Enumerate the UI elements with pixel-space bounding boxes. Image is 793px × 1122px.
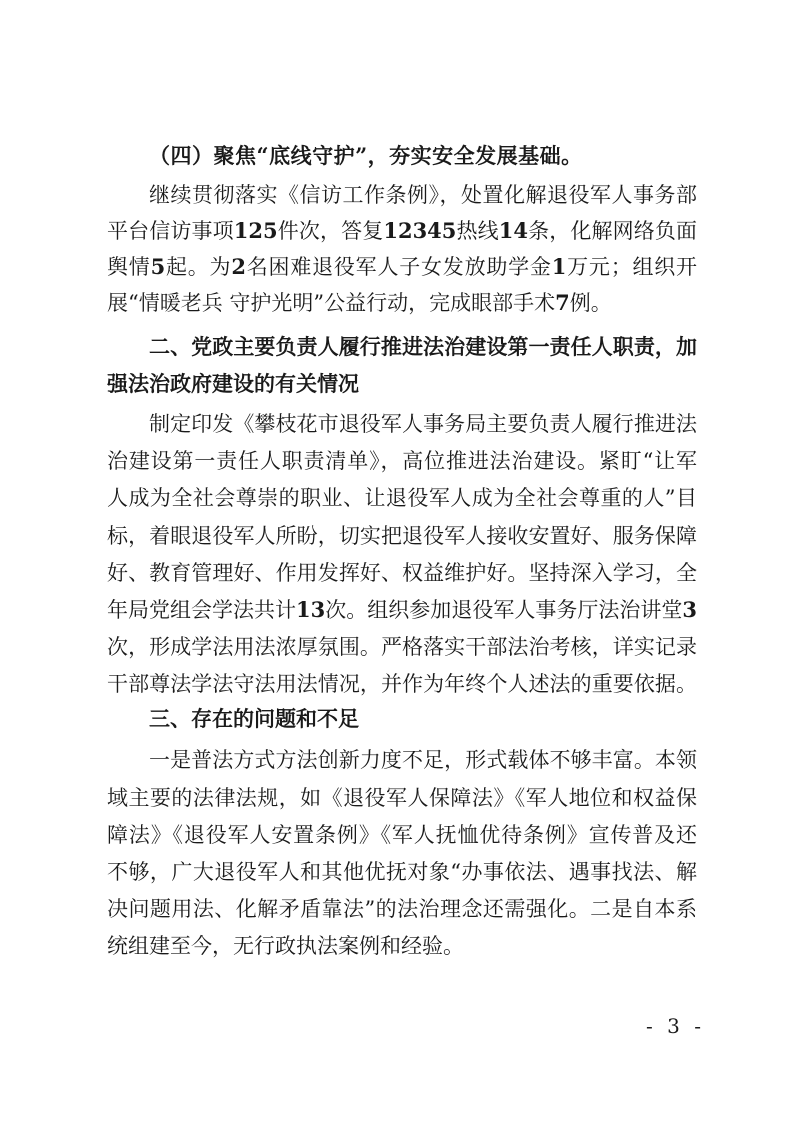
subsection-heading: （四）聚焦“底线守护”，夯实安全发展基础。 [149,143,583,168]
paragraph-line: 标，着眼退役军人所盼，切实把退役军人接收安置好、服务保障 [107,524,697,548]
section-heading: 二、党政主要负责人履行推进法治建设第一责任人职责，加 [149,335,697,359]
paragraph-line: 舆情5起。为2名困难退役军人子女发放助学金1万元；组织开 [107,254,697,279]
page-number: - 3 - [646,1014,705,1038]
paragraph-line: 不够，广大退役军人和其他优抚对象“办事依法、遇事找法、解 [107,860,697,884]
paragraph-line: 年局党组会学法共计13次。组织参加退役军人事务厅法治讲堂3 [107,597,697,622]
paragraph-line: 域主要的法律法规，如《退役军人保障法》《军人地位和权益保 [107,786,697,810]
paragraph-line: 平台信访事项125件次，答复12345热线14条，化解网络负面 [107,218,697,243]
paragraph-line: 人成为全社会尊崇的职业、让退役军人成为全社会尊重的人”目 [107,486,697,510]
section-heading-continued: 强法治政府建设的有关情况 [107,372,359,396]
paragraph-line: 展“情暖老兵 守护光明”公益行动，完成眼部手术7例。 [107,290,612,315]
paragraph-line: 障法》《退役军人安置条例》《军人抚恤优待条例》宣传普及还 [107,823,697,847]
paragraph-line: 干部尊法学法守法用法情况，并作为年终个人述法的重要依据。 [107,672,697,696]
paragraph-line: 好、教育管理好、作用发挥好、权益维护好。坚持深入学习，全 [107,561,697,585]
paragraph-line: 继续贯彻落实《信访工作条例》，处置化解退役军人事务部 [149,183,697,207]
paragraph-line: 一是普法方式方法创新力度不足，形式载体不够丰富。本领 [149,748,697,772]
paragraph-line: 次，形成学法用法浓厚氛围。严格落实干部法治考核，详实记录 [107,635,697,659]
paragraph-line: 统组建至今，无行政执法案例和经验。 [107,934,464,958]
paragraph-line: 治建设第一责任人职责清单》，高位推进法治建设。紧盯“让军 [107,449,697,473]
paragraph-line: 决问题用法、化解矛盾靠法”的法治理念还需强化。二是自本系 [107,897,697,921]
paragraph-line: 制定印发《攀枝花市退役军人事务局主要负责人履行推进法 [149,412,697,436]
section-heading: 三、存在的问题和不足 [149,707,359,731]
